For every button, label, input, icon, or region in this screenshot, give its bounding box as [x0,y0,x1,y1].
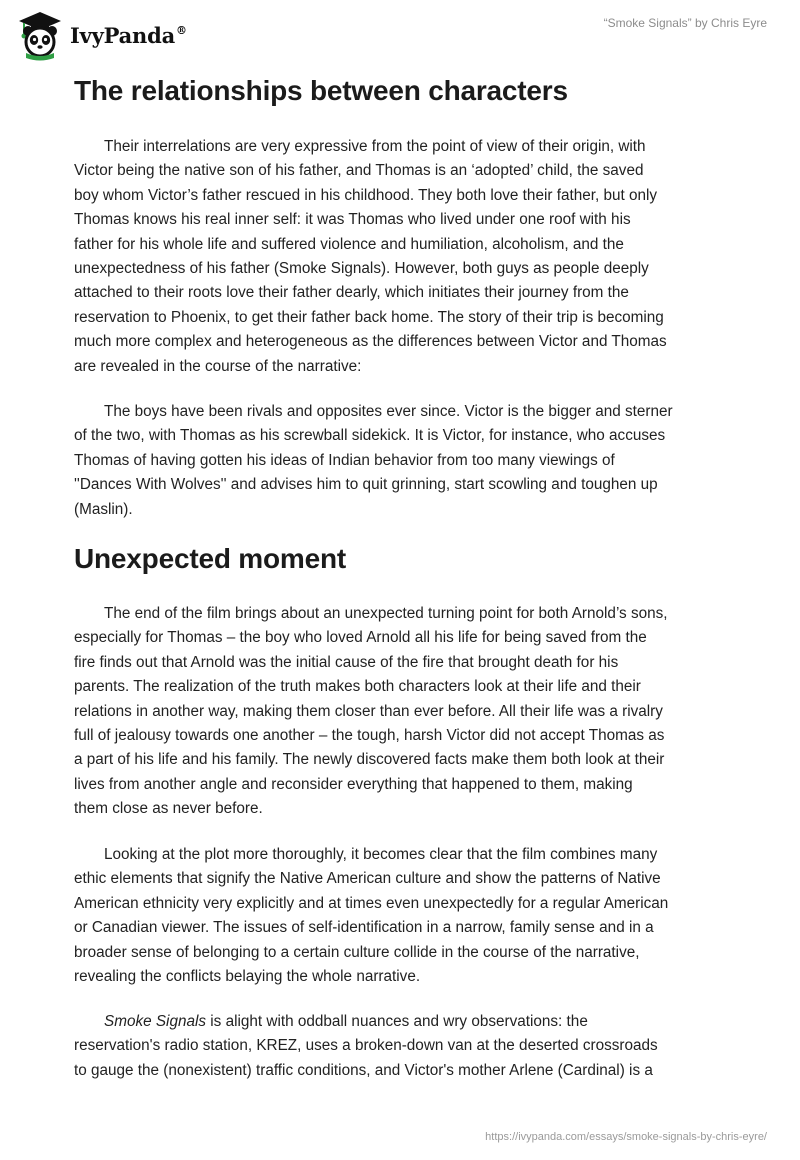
paragraph: The end of the film brings about an unexpected turning point for both Arnold’s sons, especially for Thomas – the boy who loved Arnold all his life for being saved from the fire finds out that Arnold was the initial cause of the fire that brought death for his parents. The realization of the truth makes both characters look at their life and their relations in another way, making them closer than ever before. All their life was a rivalry full of jealousy towards one another – the tough, harsh Victor did not accept Thomas as a part of his life and his family. The newly discovered facts make them both look at their lives from another angle and reconsider everything that happened to them, making them close as never before. [74,605,668,818]
section-heading-unexpected-moment: Unexpected moment [74,543,346,574]
logo-wordmark: IvyPanda® [70,22,187,48]
section-heading-relationships: The relationships between characters [74,75,568,106]
film-title-italic: Smoke Signals [104,1013,207,1030]
source-url[interactable]: https://ivypanda.com/essays/smoke-signals-by-chris-eyre/ [485,1131,767,1143]
document-title: “Smoke Signals” by Chris Eyre [603,16,767,30]
paragraph: Their interrelations are very expressive from the point of view of their origin, with Victor being the native son of his father, and Thomas is an ‘adopted’ child, the saved boy whom Victor’s father rescued in his childhood. They both love their father, but only Thomas knows his real inner self: it was Thomas who lived under one roof with his father for his whole life and suffered violence and humiliation, alcoholism, and the unexpectedness of his father (Smoke Signals). However, both guys as people deeply attached to their roots love their father dearly, which initiates their journey from the reservation to Phoenix, to get their father back home. The story of their trip is becoming much more complex and heterogeneous as the differences between Victor and Thomas are revealed in the course of the narrative: [74,138,667,375]
paragraph: Smoke Signals is alight with oddball nuances and wry observations: the reservation's radio station, KREZ, uses a broken-down van at the deserted crossroads to gauge the (nonexistent) traffic conditions, and Victor's mother Arlene (Cardinal) is a [74,1013,658,1079]
site-logo[interactable] [14,9,187,61]
paragraph: Looking at the plot more thoroughly, it becomes clear that the film combines many ethic elements that signify the Native American culture and show the patterns of Native American ethnicity very explicitly and at times even unexpectedly for a regular American or Canadian viewer. The issues of self-identification in a narrow, family sense and in a broader sense of belonging to a certain culture collide in the course of the narrative, revealing the conflicts belaying the whole narrative. [74,846,669,986]
panda-logo-icon [14,9,66,61]
quote-paragraph: The boys have been rivals and opposites ever since. Victor is the bigger and sterner of the two, with Thomas as his screwball sidekick. It is Victor, for instance, who accuses Thomas of having gotten his ideas of Indian behavior from too many viewings of ''Dances With Wolves'' and advises him to quit grinning, start scowling and toughen up (Maslin). [74,403,673,518]
